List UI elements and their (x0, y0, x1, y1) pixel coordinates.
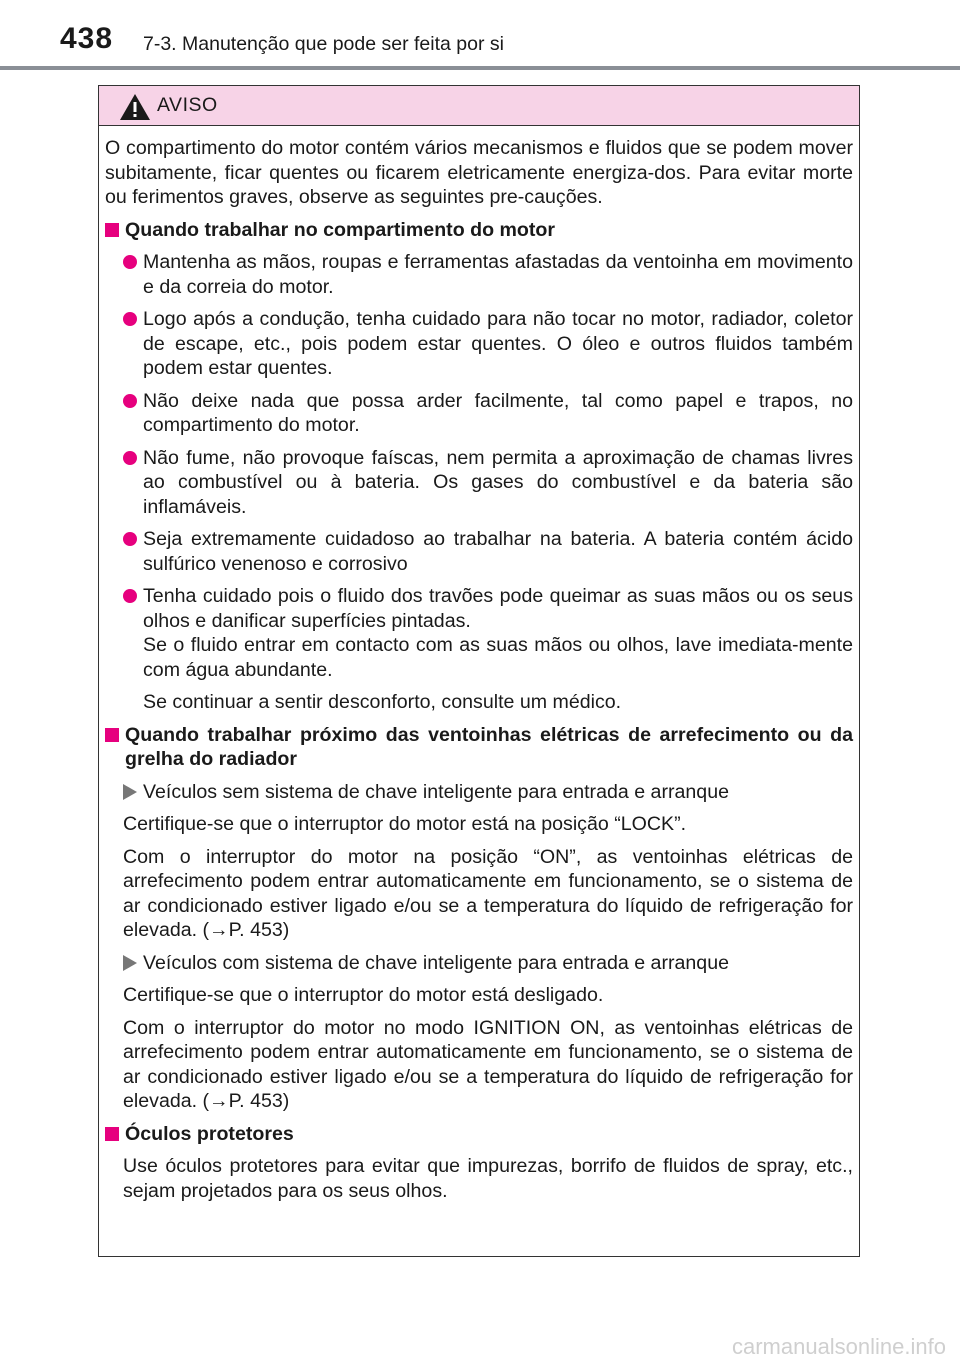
list-item (123, 527, 853, 576)
circle-bullet-icon (123, 589, 137, 603)
circle-bullet-icon (123, 451, 137, 465)
list-item (123, 446, 853, 520)
triangle-arrow-icon (123, 784, 137, 800)
list-item (123, 389, 853, 438)
circle-bullet-icon (123, 255, 137, 269)
section-title: Óculos protetores (125, 1122, 294, 1145)
list-item-text: Não deixe nada que possa arder facilmente, tal como papel e trapos, no compartimento do motor. (143, 389, 853, 436)
list-item (123, 584, 853, 682)
warning-box (98, 85, 860, 1257)
list-item-text: Seja extremamente cuidadoso ao trabalhar na bateria. A bateria contém ácido sulfúrico venenoso e corrosivo (143, 528, 853, 575)
section-heading (105, 1122, 853, 1147)
section-title: Quando trabalhar próximo das ventoinhas elétricas de arrefecimento ou da grelha do radiador (125, 723, 853, 770)
list-item (123, 250, 853, 299)
watermark: carmanualsonline.info (731, 1334, 946, 1359)
section-heading (105, 723, 853, 772)
condition-heading (123, 951, 853, 976)
circle-bullet-icon (123, 394, 137, 408)
triangle-arrow-icon (123, 955, 137, 971)
list-item-text: Logo após a condução, tenha cuidado para não tocar no motor, radiador, coletor de escape, etc., pois podem estar quentes. O óleo e outros fluidos também podem estar quentes. (143, 308, 853, 379)
condition-heading (123, 780, 853, 805)
body-paragraph: Certifique-se que o interruptor do motor está desligado. (123, 984, 604, 1006)
list-item-text: Tenha cuidado pois o fluido dos travões pode queimar as suas mãos ou os seus olhos e danificar superfícies pintadas. Se o fluido entrar em contacto com as suas mãos ou olhos, lave imediata-mente com água abundante. (143, 585, 853, 681)
followup-text: Se continuar a sentir desconforto, consulte um médico. (143, 691, 622, 713)
circle-bullet-icon (123, 312, 137, 326)
list-item-text: Não fume, não provoque faíscas, nem permita a aproximação de chamas livres ao combustível ou à bateria. Os gases do combustível e da bateria são inflamáveis. (143, 446, 853, 518)
list-item (123, 307, 853, 381)
warning-triangle-icon (119, 93, 151, 121)
intro-paragraph: O compartimento do motor contém vários mecanismos e fluidos que se podem mover subitamente, ficar quentes ou ficarem eletricamente energiza-dos. Para evitar morte ou ferimentos graves, observe as seguintes pre-cauções. (105, 137, 853, 208)
warning-content (99, 126, 859, 1203)
condition-text: Veículos com sistema de chave inteligente para entrada e arranque (143, 951, 729, 974)
circle-bullet-icon (123, 532, 137, 546)
body-paragraph: Com o interruptor do motor na posição “ON”, as ventoinhas elétricas de arrefecimento podem entrar automaticamente em funcionamento, se o sistema de ar condicionado estiver ligado e/ou se a temperatura do líquido de refrigeração for elevada. (→P. 453) (123, 845, 853, 941)
square-bullet-icon (105, 223, 119, 237)
warning-label: AVISO (157, 94, 218, 116)
body-paragraph: Certifique-se que o interruptor do motor está na posição “LOCK”. (123, 813, 687, 835)
page-number: 438 (60, 22, 114, 55)
body-paragraph: Use óculos protetores para evitar que impurezas, borrifo de fluidos de spray, etc., sejam projetados para os seus olhos. (123, 1155, 853, 1202)
body-paragraph: Com o interruptor do motor no modo IGNITION ON, as ventoinhas elétricas de arrefecimento podem entrar automaticamente em funcionamento, se o sistema de ar condicionado estiver ligado e/ou se a temperatura do líquido de refrigeração for elevada. (→P. 453) (123, 1016, 853, 1112)
condition-text: Veículos sem sistema de chave inteligente para entrada e arranque (143, 780, 729, 803)
section-heading (105, 218, 853, 243)
header-divider (0, 66, 960, 70)
warning-header (99, 86, 859, 126)
section-title: Quando trabalhar no compartimento do motor (125, 218, 555, 241)
square-bullet-icon (105, 1127, 119, 1141)
list-item-text: Mantenha as mãos, roupas e ferramentas afastadas da ventoinha em movimento e da correia do motor. (143, 251, 853, 298)
chapter-title: 7-3. Manutenção que pode ser feita por si (143, 33, 504, 55)
square-bullet-icon (105, 728, 119, 742)
